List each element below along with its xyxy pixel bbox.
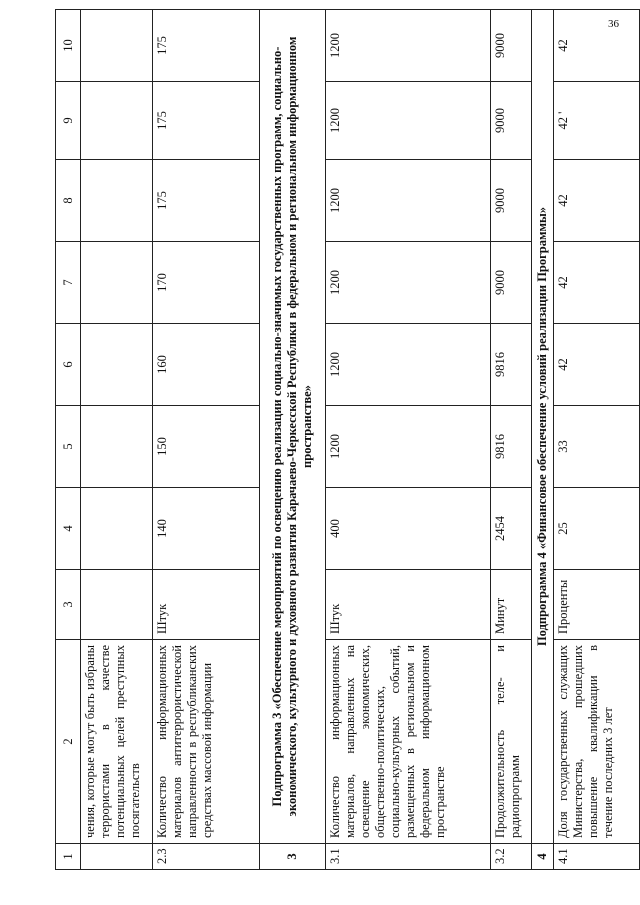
header-cell: 4 (56, 488, 81, 570)
unit: Минут (490, 570, 532, 640)
value-cell: 9000 (490, 10, 532, 82)
value-cell: 9000 (490, 160, 532, 242)
section-number: 3 (260, 844, 326, 870)
value-cell (81, 488, 152, 570)
header-cell: 3 (56, 570, 81, 640)
value-cell (81, 324, 152, 406)
table-row (554, 10, 640, 870)
value-cell: 1200 (326, 160, 491, 242)
table-row (152, 10, 260, 870)
value-cell: 170 (152, 242, 260, 324)
value-cell: 25 (554, 488, 640, 570)
header-cell: 5 (56, 406, 81, 488)
value-cell: 2454 (490, 488, 532, 570)
section-number: 4 (532, 844, 554, 870)
row-number (81, 844, 152, 870)
value-cell: 1200 (326, 324, 491, 406)
unit (81, 570, 152, 640)
section-row (532, 10, 554, 870)
value-cell: 160 (152, 324, 260, 406)
value-cell: 1200 (326, 10, 491, 82)
unit: Штук (326, 570, 491, 640)
header-cell: 6 (56, 324, 81, 406)
row-number: 2.3 (152, 844, 260, 870)
header-cell: 10 (56, 10, 81, 82)
value-cell: 42 (554, 160, 640, 242)
header-cell: 1 (56, 844, 81, 870)
value-cell (81, 242, 152, 324)
indicator-name: Доля государственных служащих Министерства, прошедших повышение квалификации в течение последних 3 лет (554, 640, 640, 844)
value-cell: 175 (152, 160, 260, 242)
table-row (326, 10, 491, 870)
indicator-name: Количество информационных материалов, направленных на освещение экономических, общественно-политических, социально-культурных событий, размещенных в региональном и федеральном информационном пространстве (326, 640, 491, 844)
section-title: Подпрограмма 4 «Финансовое обеспечение условий реализации Программы» (532, 10, 554, 844)
value-cell (81, 82, 152, 160)
unit: Штук (152, 570, 260, 640)
value-cell: 9000 (490, 242, 532, 324)
value-cell (81, 160, 152, 242)
value-cell: 42 ' (554, 82, 640, 160)
value-cell: 9000 (490, 82, 532, 160)
value-cell (81, 10, 152, 82)
value-cell: 150 (152, 406, 260, 488)
value-cell: 1200 (326, 82, 491, 160)
indicator-name: Количество информационных материалов антитеррористической направленности в республиканских средствах массовой информации (152, 640, 260, 844)
indicator-name: Продолжительность теле- и радиопрограмм (490, 640, 532, 844)
value-cell: 1200 (326, 406, 491, 488)
header-cell: 9 (56, 82, 81, 160)
value-cell: 175 (152, 82, 260, 160)
value-cell: 175 (152, 10, 260, 82)
section-row (260, 10, 326, 870)
rotated-table-wrapper (55, 10, 640, 870)
value-cell: 1200 (326, 242, 491, 324)
header-cell: 7 (56, 242, 81, 324)
value-cell: 140 (152, 488, 260, 570)
header-cell: 8 (56, 160, 81, 242)
indicator-name: чения, которые могут быть избраны террористами в качестве потенциальных целей преступных посягательств (81, 640, 152, 844)
value-cell (81, 406, 152, 488)
value-cell: 42 (554, 242, 640, 324)
page-number: 36 (608, 18, 619, 30)
indicators-table (55, 9, 640, 870)
table-row (81, 10, 152, 870)
value-cell: 42 (554, 10, 640, 82)
header-row (56, 10, 81, 870)
header-cell: 2 (56, 640, 81, 844)
value-cell: 42 (554, 324, 640, 406)
unit: Проценты (554, 570, 640, 640)
table-row (490, 10, 532, 870)
row-number: 3.2 (490, 844, 532, 870)
section-title: Подпрограмма 3 «Обеспечение мероприятий по освещению реализации социально-значимых государственных программ, социально-экономического, культурного и духовного развития Карачаево-Черкесской Республики в федеральном и региональном информационном пространстве» (260, 10, 326, 844)
value-cell: 9816 (490, 324, 532, 406)
row-number: 3.1 (326, 844, 491, 870)
row-number: 4.1 (554, 844, 640, 870)
value-cell: 33 (554, 406, 640, 488)
value-cell: 400 (326, 488, 491, 570)
value-cell: 9816 (490, 406, 532, 488)
